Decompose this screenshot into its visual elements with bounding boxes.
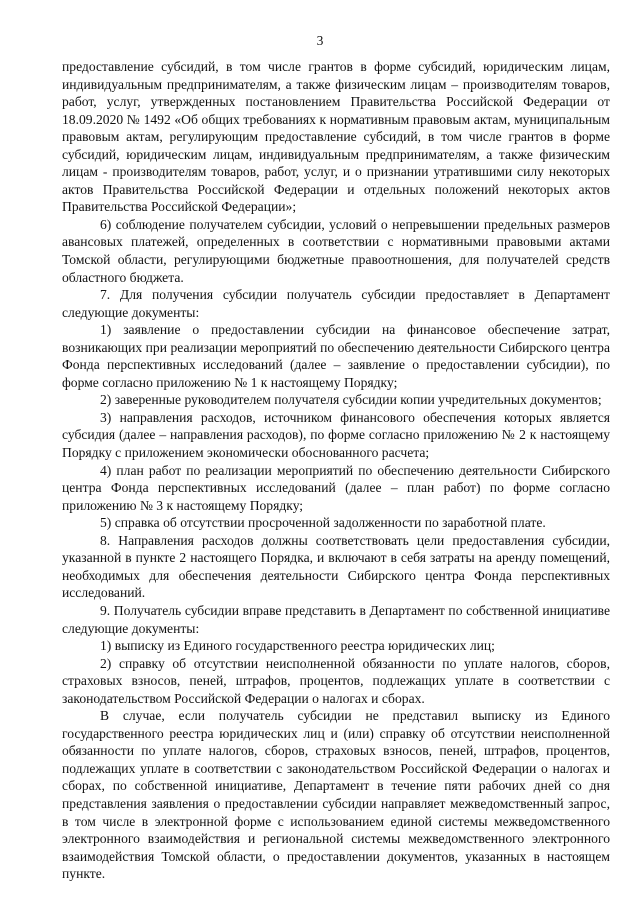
paragraph-clause-9-item-2: 2) справку об отсутствии неисполненной обязанности по уплате налогов, сборов, страховых взносов, пеней, штрафов, процентов, подлежащих уплате в соответствии с законодательством Российской Федерации о налогах и сборах. [62,655,610,706]
paragraph-clause-9-note: В случае, если получатель субсидии не представил выписку из Единого государственного реестра юридических лиц и (или) справку об отсутствии неисполненной обязанности по уплате налогов, сборов, страховых взносов, пеней, штрафов, процентов, подлежащих уплате в соответствии с законодательством Российской Федерации о налогах и сборах, по собственной инициативе, Департамент в течение пяти рабочих дней со дня представления заявления о предоставлении субсидии направляет межведомственный запрос, в том числе в электронной форме с использованием единой системы межведомственного электронного взаимодействия и региональной системы межведомственного электронного взаимодействия Томской области, о предоставлении документов, указанных в настоящем пункте. [62,708,610,882]
page-number: 3 [316,33,324,48]
paragraph-clause-7-item-2: 2) заверенные руководителем получателя субсидии копии учредительных документов; [100,392,602,408]
paragraph-clause-9: 9. Получатель субсидии вправе представить в Департамент по собственной инициативе следующие документы: [62,602,610,636]
paragraph-continuation: предоставление субсидий, в том числе грантов в форме субсидий, юридическим лицам, индивидуальным предпринимателям, а также физическим лицам – производителям товаров, работ, услуг, утвержденных постановлением Правительства Российской Федерации от 18.09.2020 № 1492 «Об общих требованиях к нормативным правовым актам, муниципальным правовым актам, регулирующим предоставление субсидий, в том числе грантов в форме субсидий, юридическим лицам, индивидуальным предпринимателям, а также физическим лицам - производителям товаров, работ, услуг, и о признании утратившими силу некоторых актов Правительства Российской Федерации и отдельных положений некоторых актов Правительства Российской Федерации»; [62,59,610,215]
paragraph-clause-7-item-4: 4) план работ по реализации мероприятий по обеспечению деятельности Сибирского центра Фонда перспективных исследований (далее – план работ) по форме согласно приложению № 3 к настоящему Порядку; [62,462,610,513]
paragraph-clause-8: 8. Направления расходов должны соответствовать цели предоставления субсидии, указанной в пункте 2 настоящего Порядка, и включают в себя затраты на аренду помещений, необходимых для обеспечения деятельности Сибирского центра Фонда перспективных исследований. [62,532,610,601]
paragraph-clause-7-item-1: 1) заявление о предоставлении субсидии на финансовое обеспечение затрат, возникающих при реализации мероприятий по обеспечению деятельности Сибирского центра Фонда перспективных исследований (далее – заявление о предоставлении субсидии), по форме согласно приложению № 1 к настоящему Порядку; [62,322,610,390]
paragraph-clause-9-item-1: 1) выписку из Единого государственного реестра юридических лиц; [100,638,495,654]
paragraph-clause-7-item-5: 5) справка об отсутствии просроченной задолженности по заработной плате. [100,515,546,531]
paragraph-clause-7-item-3: 3) направления расходов, источником финансового обеспечения которых является субсидия (далее – направления расходов), по форме согласно приложению № 2 к настоящему Порядку с приложением экономически обоснованного расчета; [62,409,610,461]
paragraph-item-6: 6) соблюдение получателем субсидии, условий о непревышении предельных размеров авансовых платежей, определенных в соответствии с нормативными правовыми актами Томской области, регулирующими бюджетные правоотношения, для получателей средств областного бюджета. [62,216,610,285]
paragraph-clause-7: 7. Для получения субсидии получатель субсидии предоставляет в Департамент следующие документы: [62,287,610,320]
document-body [62,58,610,883]
